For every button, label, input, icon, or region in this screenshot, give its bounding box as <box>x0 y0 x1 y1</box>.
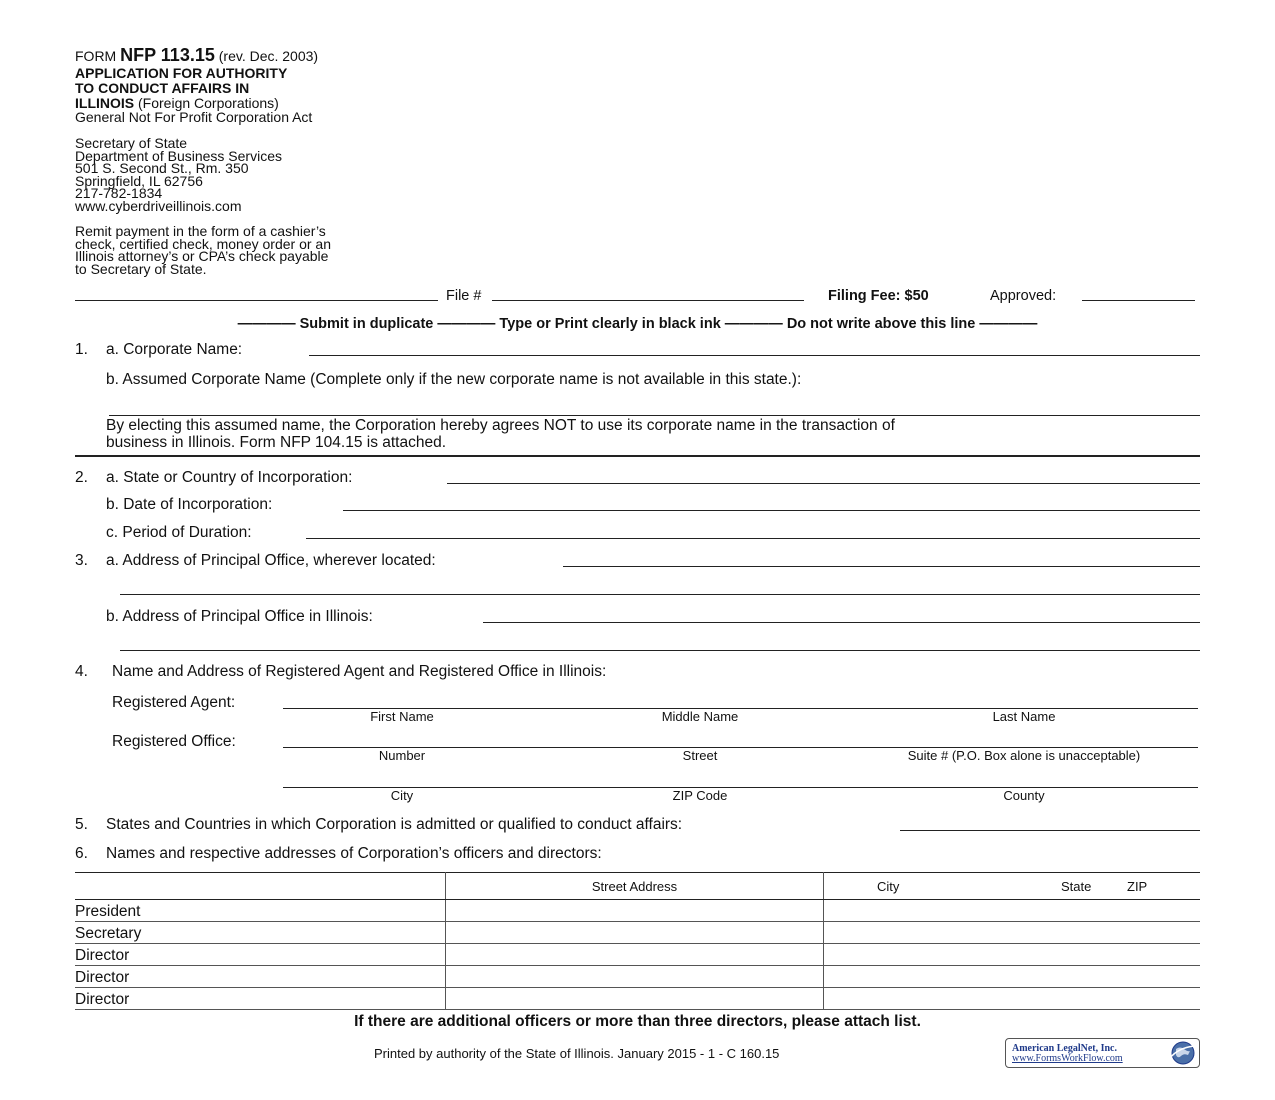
remit-line: to Secretary of State. <box>75 260 207 277</box>
col-header-city-state-zip <box>824 873 1201 900</box>
title-state: ILLINOIS <box>75 95 135 111</box>
table-row <box>75 944 1200 966</box>
officer-title: Director <box>75 944 446 966</box>
file-number-label: File # <box>446 288 482 304</box>
incorporation-date-label: b. Date of Incorporation: <box>106 496 273 513</box>
approved-field[interactable] <box>1082 300 1195 301</box>
duration-field[interactable] <box>306 538 1200 539</box>
q5-number: 5. <box>75 816 88 833</box>
states-admitted-label: States and Countries in which Corporation is admitted or qualified to conduct affairs: <box>106 816 683 833</box>
caption-county: County <box>1003 788 1045 803</box>
file-number-field[interactable] <box>492 300 804 301</box>
q4-number: 4. <box>75 663 88 680</box>
city-cell[interactable] <box>824 922 1201 944</box>
col-header-zip: ZIP <box>1127 878 1148 894</box>
duration-label: c. Period of Duration: <box>106 524 252 541</box>
col-header-state: State <box>1061 878 1092 894</box>
address-line: 501 S. Second St., Rm. 350 <box>75 160 249 176</box>
section-divider <box>75 455 1200 457</box>
note-line: By electing this assumed name, the Corporation hereby agrees NOT to use its corporate name in the transaction of <box>106 417 895 434</box>
remit-line: Illinois attorney’s or CPA’s check payable <box>75 248 329 264</box>
assumed-name-label: b. Assumed Corporate Name (Complete only if the new corporate name is not available in this state.): <box>106 371 802 388</box>
officer-title: Director <box>75 988 446 1010</box>
q1-number: 1. <box>75 341 88 358</box>
printed-by-footer: Printed by authority of the State of Illinois. January 2015 - 1 - C 160.15 <box>374 1046 780 1061</box>
form-revision: (rev. Dec. 2003) <box>214 48 319 64</box>
logo-company: American LegalNet, Inc. <box>1012 1043 1117 1054</box>
website-link: www.cyberdriveillinois.com <box>75 197 242 214</box>
caption-suite: Suite # (P.O. Box alone is unacceptable) <box>907 748 1141 763</box>
states-admitted-field[interactable] <box>900 830 1200 831</box>
col-header-title <box>75 873 446 900</box>
principal-office-field[interactable] <box>563 566 1200 567</box>
filing-fee-label: Filing Fee: $50 <box>828 288 929 304</box>
approved-label: Approved: <box>990 288 1057 304</box>
table-row <box>75 988 1200 1010</box>
col-header-street: Street Address <box>446 873 824 900</box>
illinois-office-field[interactable] <box>483 622 1200 623</box>
remit-line: check, certified check, money order or an <box>75 235 332 252</box>
caption-street: Street <box>682 748 718 763</box>
assumed-name-field[interactable] <box>109 415 1200 416</box>
filing-blank[interactable] <box>75 300 438 301</box>
city-cell[interactable] <box>824 966 1201 988</box>
remit-instructions <box>75 225 331 275</box>
address-line: Secretary of State <box>75 135 188 151</box>
act-name: General Not For Profit Corporation Act <box>75 109 313 125</box>
table-row <box>75 922 1200 944</box>
officers-label: Names and respective addresses of Corporation’s officers and directors: <box>106 845 602 862</box>
registered-agent-label: Registered Agent: <box>112 694 236 711</box>
officers-table <box>75 872 1200 1010</box>
note-line: business in Illinois. Form NFP 104.15 is attached. <box>106 434 447 451</box>
address-line: Springfield, IL 62756 <box>75 172 203 189</box>
illinois-office-label: b. Address of Principal Office in Illinois: <box>106 608 373 625</box>
address-line: Department of Business Services <box>75 147 282 164</box>
registered-office-label: Registered Office: <box>112 733 236 750</box>
assumed-name-note <box>106 417 895 451</box>
title-subtitle: (Foreign Corporations) <box>134 95 279 111</box>
table-row <box>75 900 1200 922</box>
agency-address <box>75 137 282 212</box>
corporate-name-label: a. Corporate Name: <box>106 341 243 358</box>
caption-middle-name: Middle Name <box>661 709 739 724</box>
form-title <box>75 45 319 65</box>
caption-city: City <box>390 788 414 803</box>
incorporation-state-field[interactable] <box>447 483 1200 484</box>
city-cell[interactable] <box>824 944 1201 966</box>
q3-number: 3. <box>75 552 88 569</box>
form-number: NFP 113.15 <box>120 45 215 65</box>
logo-url[interactable]: www.FormsWorkFlow.com <box>1012 1053 1123 1064</box>
city-cell[interactable] <box>824 988 1201 1010</box>
remit-line: Remit payment in the form of a cashier’s <box>75 223 326 239</box>
caption-zip: ZIP Code <box>672 788 728 803</box>
registered-agent-heading: Name and Address of Registered Agent and Registered Office in Illinois: <box>112 663 607 680</box>
title-line-1: APPLICATION FOR AUTHORITY <box>75 65 288 81</box>
illinois-office-field-2[interactable] <box>120 650 1200 651</box>
street-cell[interactable] <box>446 944 824 966</box>
col-header-city: City <box>877 878 900 894</box>
q6-number: 6. <box>75 845 88 862</box>
address-line: 217-782-1834 <box>75 185 163 201</box>
street-cell[interactable] <box>446 900 824 922</box>
officer-title: Director <box>75 966 446 988</box>
street-cell[interactable] <box>446 988 824 1010</box>
officer-title: President <box>75 900 446 922</box>
street-cell[interactable] <box>446 922 824 944</box>
q2-number: 2. <box>75 469 88 486</box>
principal-office-label: a. Address of Principal Office, wherever located: <box>106 552 436 569</box>
principal-office-field-2[interactable] <box>120 594 1200 595</box>
form-prefix: FORM <box>75 48 121 64</box>
corporate-name-field[interactable] <box>309 355 1200 356</box>
globe-icon <box>1168 1040 1196 1066</box>
city-cell[interactable] <box>824 900 1201 922</box>
caption-last-name: Last Name <box>992 709 1056 724</box>
caption-first-name: First Name <box>370 709 434 724</box>
incorporation-date-field[interactable] <box>343 510 1200 511</box>
attach-list-note: If there are additional officers or more than three directors, please attach list. <box>354 1013 921 1030</box>
officer-title: Secretary <box>75 922 446 944</box>
caption-number: Number <box>378 748 426 763</box>
forms-workflow-logo[interactable] <box>1005 1038 1200 1068</box>
table-row <box>75 966 1200 988</box>
table-header-row <box>75 873 1200 900</box>
title-line-2: TO CONDUCT AFFAIRS IN <box>75 80 250 96</box>
incorporation-state-label: a. State or Country of Incorporation: <box>106 469 353 486</box>
street-cell[interactable] <box>446 966 824 988</box>
instructions-banner: ———— Submit in duplicate ———— Type or Print clearly in black ink ———— Do not write above this line ———— <box>237 316 1038 332</box>
